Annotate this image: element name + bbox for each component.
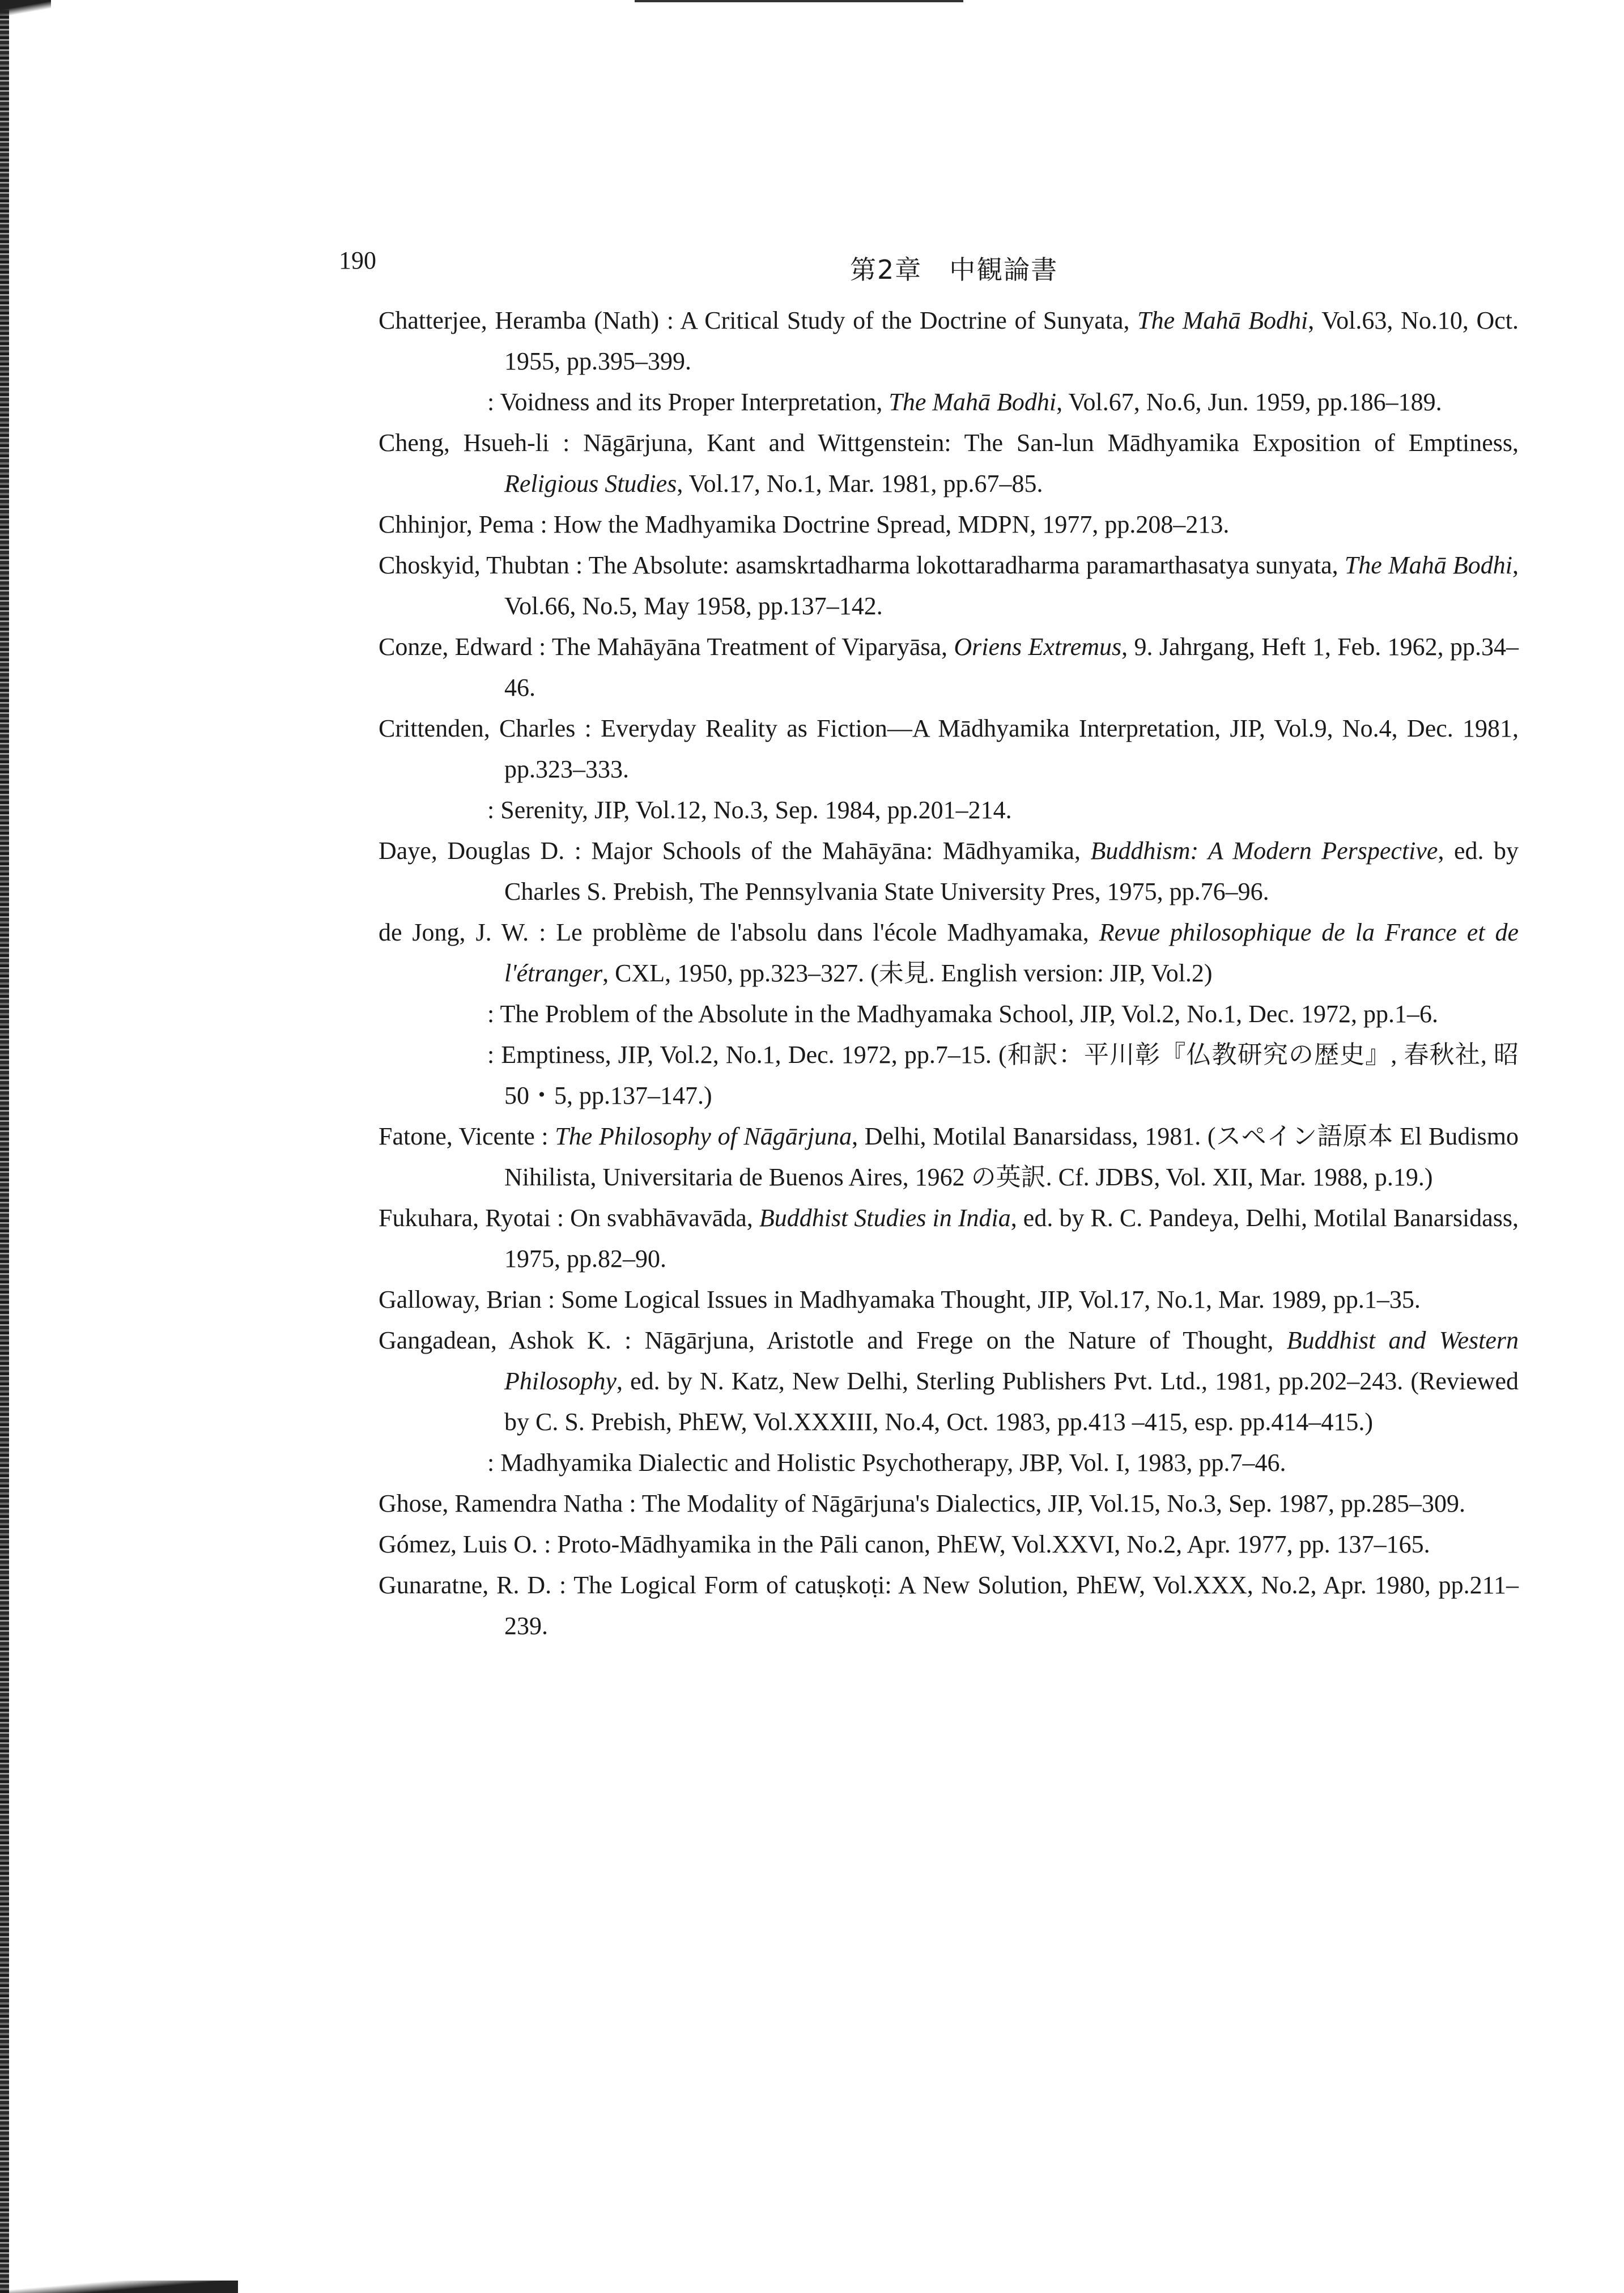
bib-entry [379,1565,1519,1647]
bib-entry [379,1198,1519,1279]
entry-separator: : [551,1571,574,1599]
entry-author: Fatone, Vicente [379,1122,535,1150]
entry-text: Voidness and its Proper Interpretation, [500,388,889,416]
entry-title: The Mahā Bodhi [888,388,1057,416]
bibliography-list [379,300,1519,1647]
entry-author: Gunaratne, R. D. [379,1571,552,1599]
bib-entry [379,1279,1519,1320]
entry-author: Fukuhara, Ryotai [379,1204,551,1232]
entry-separator: : [541,1286,562,1313]
entry-separator: : [534,510,554,538]
bib-entry [379,1035,1519,1116]
entry-separator: : [487,1449,501,1477]
entry-author: Choskyid, Thubtan [379,551,569,579]
entry-separator: : [534,1122,555,1150]
entry-separator: : [538,1530,558,1558]
bib-entry [379,545,1519,627]
entry-text: Some Logical Issues in Madhyamaka Thought, JIP, Vol.17, No.1, Mar. 1989, pp.1–35. [561,1286,1421,1313]
entry-separator: : [487,1000,500,1028]
bib-entry [379,708,1519,790]
entry-title: The Philosophy of Nāgārjuna [555,1122,852,1150]
entry-text: Nāgārjuna, Aristotle and Frege on the Nature of Thought, [644,1326,1287,1354]
entry-separator: : [564,837,592,865]
entry-details: , Vol.67, No.6, Jun. 1959, pp.186–189. [1056,388,1442,416]
entry-separator: : [532,633,552,661]
entry-details: , Vol.63, No.10, Oct. 1955, pp.395–399. [504,307,1519,375]
entry-text: Nāgārjuna, Kant and Wittgenstein: The San-lun Mādhyamika Exposition of Emptiness, [583,429,1519,457]
entry-title: Buddhist and Western Philosophy [504,1326,1519,1395]
bib-entry [379,382,1519,423]
bib-entry [379,504,1519,545]
entry-author: Chhinjor, Pema [379,510,534,538]
entry-text: Serenity, JIP, Vol.12, No.3, Sep. 1984, pp.201–214. [500,796,1012,824]
entry-separator: : [550,1204,571,1232]
entry-text: The Problem of the Absolute in the Madhyamaka School, JIP, Vol.2, No.1, Dec. 1972, pp.1–6. [500,1000,1438,1028]
entry-title: The Mahā Bodhi [1137,307,1308,334]
running-head: 第2章 中観論書 [850,254,1058,285]
bib-entry [379,994,1519,1035]
entry-details: , CXL, 1950, pp.323–327. (未見. English version: JIP, Vol.2) [602,959,1213,987]
entry-text: How the Madhyamika Doctrine Spread, MDPN, 1977, pp.208–213. [553,510,1230,538]
bib-entry [379,1443,1519,1483]
entry-author: Crittenden, Charles [379,714,576,742]
entry-text: Major Schools of the Mahāyāna: Mādhyamika, [591,837,1091,865]
entry-author: Galloway, Brian [379,1286,542,1313]
bib-entry [379,1483,1519,1524]
entry-details: , ed. by R. C. Pandeya, Delhi, Motilal Banarsidass, 1975, pp.82–90. [504,1204,1519,1273]
entry-author: Conze, Edward [379,633,533,661]
entry-text: Everyday Reality as Fiction—A Mādhyamika Interpretation, JIP, Vol.9, No.4, Dec. 1981, pp.323–333. [504,714,1519,783]
entry-separator: : [487,388,500,416]
entry-text: A Critical Study of the Doctrine of Sunyata, [680,307,1138,334]
entry-text: Emptiness, JIP, Vol.2, No.1, Dec. 1972, pp.7–15. (和訳：平川彰『仏教研究の歴史』, 春秋社, 昭50・5, pp.137–147.) [501,1041,1519,1109]
entry-author: Cheng, Hsueh-li [379,429,550,457]
entry-author: Gangadean, Ashok K. [379,1326,611,1354]
scan-topline [635,0,963,2]
entry-text: The Logical Form of catuṣkoṭi: A New Solution, PhEW, Vol.XXX, No.2, Apr. 1980, pp.211–239. [504,1571,1519,1640]
entry-details: , ed. by Charles S. Prebish, The Pennsylvania State University Pres, 1975, pp.76–96. [504,837,1519,905]
entry-separator: : [659,307,681,334]
entry-title: Buddhist Studies in India [759,1204,1011,1232]
entry-author: de Jong, J. W. [379,918,529,946]
bib-entry [379,790,1519,831]
entry-text: The Mahāyāna Treatment of Viparyāsa, [551,633,954,661]
entry-title: Oriens Extremus [954,633,1122,661]
bib-entry [379,912,1519,994]
entry-separator: : [569,551,589,579]
entry-text: The Absolute: asamskrtadharma lokottaradharma paramarthasatya sunyata, [588,551,1345,579]
entry-separator: : [487,1041,501,1069]
entry-details: , Vol.66, No.5, May 1958, pp.137–142. [504,551,1519,620]
entry-title: Religious Studies [504,470,677,497]
entry-details: , 9. Jahrgang, Heft 1, Feb. 1962, pp.34–46. [504,633,1519,701]
page-number: 190 [339,246,376,274]
entry-title: The Mahā Bodhi [1344,551,1512,579]
entry-separator: : [611,1326,645,1354]
bib-entry [379,1116,1519,1198]
entry-text: The Modality of Nāgārjuna's Dialectics, JIP, Vol.15, No.3, Sep. 1987, pp.285–309. [641,1490,1466,1517]
entry-separator: : [623,1490,642,1517]
entry-separator: : [549,429,584,457]
entry-title: Revue philosophique de la France et de l'étranger [504,918,1519,987]
entry-author: Ghose, Ramendra Natha [379,1490,623,1517]
entry-details: , ed. by N. Katz, New Delhi, Sterling Publishers Pvt. Ltd., 1981, pp.202–243. (Reviewed by C. S. Prebish, PhEW, Vol.XXXIII, No.4, Oct. 1983, pp.413 –415, esp. pp.414–415.) [504,1367,1519,1436]
entry-text: On svabhāvavāda, [570,1204,759,1232]
entry-details: , Vol.17, No.1, Mar. 1981, pp.67–85. [677,470,1043,497]
entry-author: Daye, Douglas D. [379,837,565,865]
scan-bottom [0,2281,238,2293]
entry-details: , Delhi, Motilal Banarsidass, 1981. (スペイン語原本 El Budismo Nihilista, Universitaria de Buenos Aires, 1962 の英訳. Cf. JDBS, Vol. XII, Mar. 1988, p.19.) [504,1122,1519,1191]
scan-corner [0,0,51,16]
entry-title: Buddhism: A Modern Perspective [1090,837,1438,865]
bib-entry [379,300,1519,382]
bib-entry [379,831,1519,912]
entry-separator: : [529,918,556,946]
entry-separator: : [487,796,501,824]
bib-entry [379,1524,1519,1565]
bib-entry [379,627,1519,708]
scan-edge [0,0,9,2293]
bib-entry [379,423,1519,504]
entry-author: Gómez, Luis O. [379,1530,538,1558]
entry-text: Le problème de l'absolu dans l'école Madhyamaka, [556,918,1099,946]
entry-author: Chatterjee, Heramba (Nath) [379,307,660,334]
bib-entry [379,1320,1519,1443]
entry-separator: : [575,714,601,742]
entry-text: Proto-Mādhyamika in the Pāli canon, PhEW, Vol.XXVI, No.2, Apr. 1977, pp. 137–165. [557,1530,1430,1558]
entry-text: Madhyamika Dialectic and Holistic Psychotherapy, JBP, Vol. I, 1983, pp.7–46. [500,1449,1286,1477]
